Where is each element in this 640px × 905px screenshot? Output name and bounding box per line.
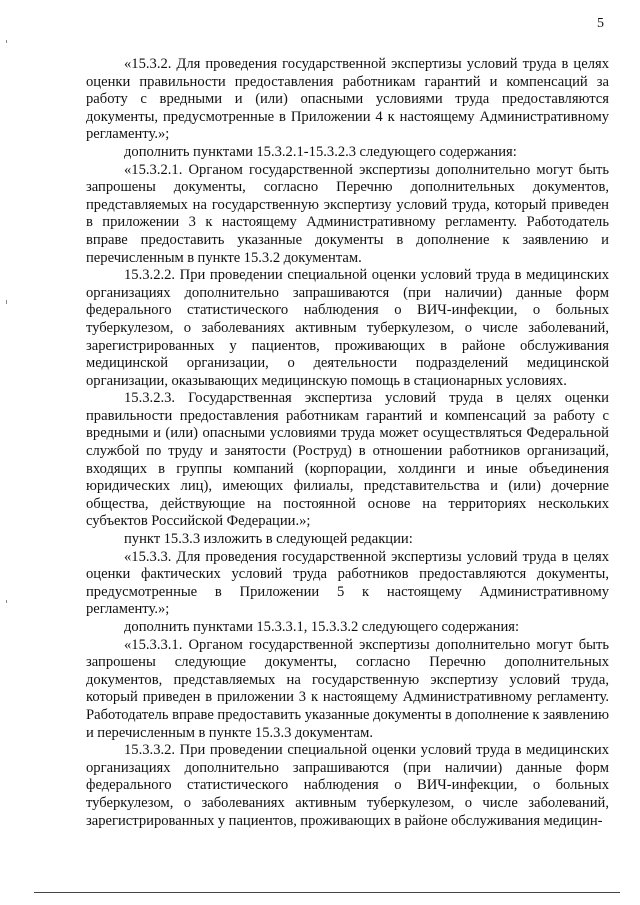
paragraph: 15.3.2.3. Государственная экспертиза условий труда в целях оценки правильности предоставления работникам гарантий и компенсаций за работу с вредными и (или) опасными условиями труда может осуществляться Федеральной службой по труду и занятости (Роструд) в отношении работников организаций, входящих в группы компаний (корпорации, холдинги и иные объединения юридических лиц), имеющих филиалы, представительства и (или) дочерние общества, действующие на постоянной основе на территориях нескольких субъектов Российской Федерации.»; xyxy=(86,390,609,530)
scan-edge-mark xyxy=(6,40,7,43)
bottom-rule xyxy=(34,892,620,893)
paragraph: пункт 15.3.3 изложить в следующей редакции: xyxy=(124,531,413,548)
paragraph: 15.3.2.2. При проведении специальной оценки условий труда в медицинских организациях дополнительно запрашиваются (при наличии) данные форм федерального статистического наблюдения о ВИЧ-инфекции, о больных туберкулезом, о заболеваниях активным туберкулезом, о числе заболеваний, зарегистрированных у пациентов, проживающих в районе обслуживания медицинской организации, о деятельности подразделений медицинской организации, оказывающих медицинскую помощь в стационарных условиях. xyxy=(86,267,609,389)
paragraph: «15.3.2. Для проведения государственной экспертизы условий труда в целях оценки правильности предоставления работникам гарантий и компенсаций за работу с вредными и (или) опасными условиями труда предоставляются документы, предусмотренные в Приложении 4 к настоящему Административному регламенту.»; xyxy=(86,56,609,143)
page-number: 5 xyxy=(597,16,604,31)
paragraph: «15.3.3.1. Органом государственной экспертизы дополнительно могут быть запрошены следующие документы, согласно Перечню дополнительных документов, представляемых на государственную экспертизу условий труда, который приведен в приложении 3 к настоящему Административному регламенту. Работодатель вправе предоставить указанные документы в дополнение к заявлению и перечисленным в пункте 15.3.3 документам. xyxy=(86,636,609,741)
paragraph: дополнить пунктами 15.3.3.1, 15.3.3.2 следующего содержания: xyxy=(124,619,520,635)
scan-edge-mark xyxy=(6,600,7,603)
paragraph: 15.3.3.2. При проведении специальной оценки условий труда в медицинских организациях дополнительно запрашиваются (при наличии) данные форм федерального статистического наблюдения о ВИЧ-инфекции, о больных туберкулезом, о заболеваниях активным туберкулезом, о числе заболеваний, зарегистрированных у пациентов, проживающих в районе обслуживания медицин- xyxy=(86,742,609,829)
paragraph: «15.3.2.1. Органом государственной экспертизы дополнительно могут быть запрошены документы, согласно Перечню дополнительных документов, представляемых на государственную экспертизу условий труда, который приведен в приложении 3 к настоящему Административному регламенту. Работодатель вправе предоставить указанные документы в дополнение к заявлению и перечисленным в пункте 15.3.2 документам. xyxy=(86,161,609,266)
document-body xyxy=(86,56,609,830)
paragraph: «15.3.3. Для проведения государственной экспертизы условий труда в целях оценки фактических условий труда работников предоставляются документы, предусмотренные в Приложении 5 к настоящему Административному регламенту.»; xyxy=(86,548,609,618)
scan-edge-mark xyxy=(6,300,7,304)
paragraph: дополнить пунктами 15.3.2.1-15.3.2.3 следующего содержания: xyxy=(124,143,517,160)
